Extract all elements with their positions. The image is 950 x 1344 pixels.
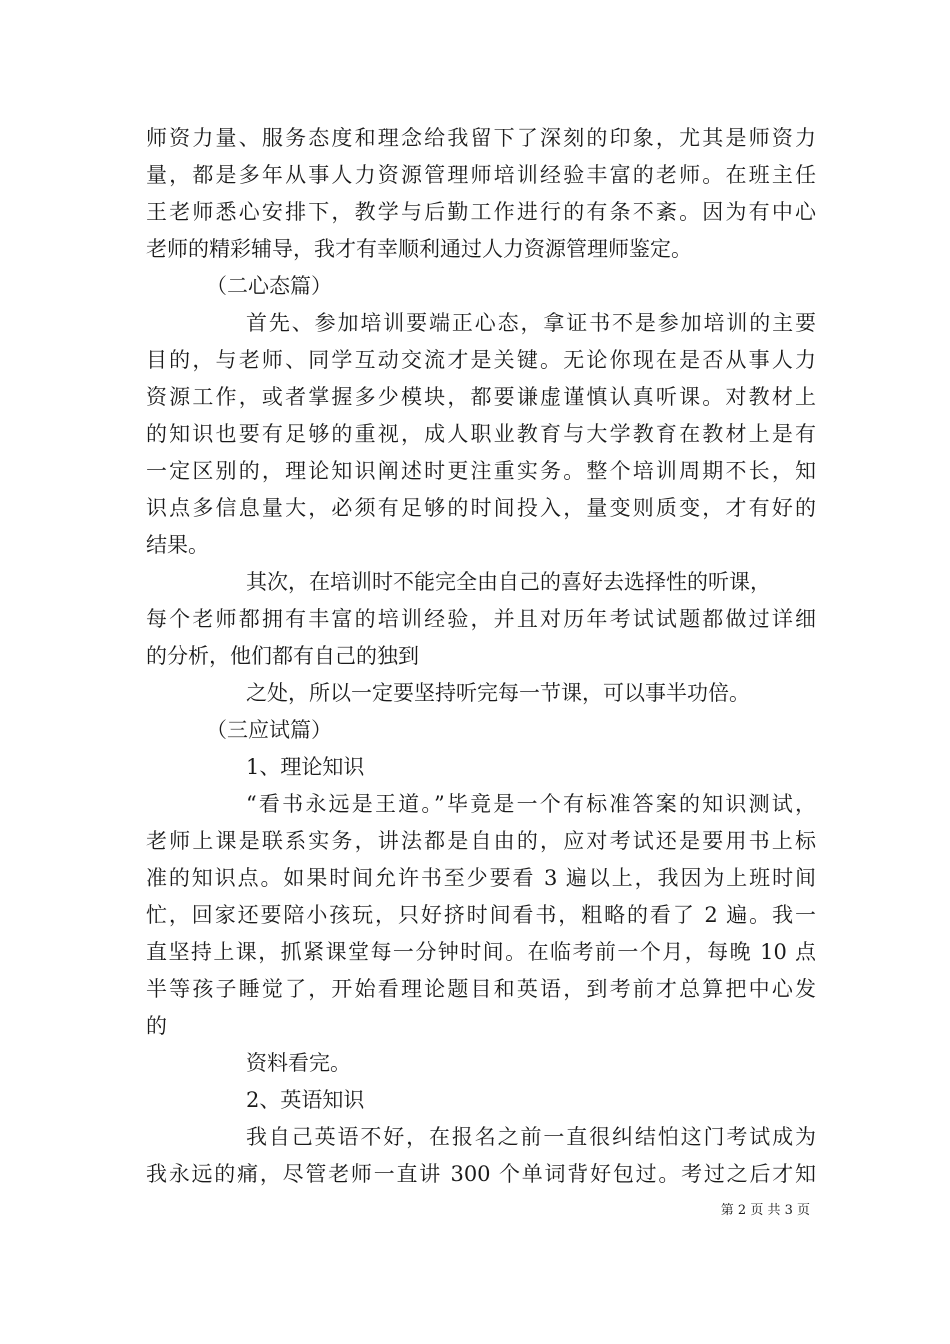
- text-line: 半等孩子睡觉了，开始看理论题目和英语，到考前才总算把中心发: [146, 977, 816, 1001]
- text-line: 忙，回家还要陪小孩玩，只好挤时间看书，粗略的看了 2 遍。我一: [146, 903, 816, 927]
- text-line: 资料看完。: [246, 1051, 351, 1075]
- text-line: 一定区别的，理论知识阐述时更注重实务。整个培训周期不长，知: [146, 459, 816, 483]
- text-line: “看书永远是王道。”毕竟是一个有标准答案的知识测试，: [246, 792, 816, 816]
- text-line: 直坚持上课，抓紧课堂每一分钟时间。在临考前一个月，每晚 10 点: [146, 940, 816, 964]
- text-line: 王老师悉心安排下，教学与后勤工作进行的有条不紊。因为有中心: [146, 200, 816, 224]
- text-line: 我自己英语不好，在报名之前一直很纠结怕这门考试成为: [246, 1125, 816, 1149]
- text-line: 老师的精彩辅导，我才有幸顺利通过人力资源管理师鉴定。: [146, 237, 692, 261]
- text-line: 我永远的痛，尽管老师一直讲 300 个单词背好包过。考过之后才知: [146, 1162, 816, 1186]
- text-line: 的知识也要有足够的重视，成人职业教育与大学教育在教材上是有: [146, 422, 816, 446]
- text-line: 每个老师都拥有丰富的培训经验，并且对历年考试试题都做过详细: [146, 607, 816, 631]
- text-line: 准的知识点。如果时间允许书至少要看 3 遍以上，我因为上班时间: [146, 866, 816, 890]
- text-line: 目的，与老师、同学互动交流才是关键。无论你现在是否从事人力: [146, 348, 816, 372]
- section-heading: （三应试篇）: [206, 718, 332, 742]
- text-line: 师资力量、服务态度和理念给我留下了深刻的印象，尤其是师资力: [146, 126, 816, 150]
- section-heading: （二心态篇）: [206, 274, 332, 298]
- text-line: 老师上课是联系实务，讲法都是自由的，应对考试还是要用书上标: [146, 829, 816, 853]
- text-line: 的分析，他们都有自己的独到: [146, 644, 419, 668]
- text-line: 之处，所以一定要坚持听完每一节课，可以事半功倍。: [246, 681, 750, 705]
- text-line: 的: [146, 1014, 167, 1038]
- text-line: 资源工作，或者掌握多少模块，都要谦虚谨慎认真听课。对教材上: [146, 385, 816, 409]
- subsection-heading: 1、理论知识: [246, 755, 365, 779]
- text-line: 结果。: [146, 533, 209, 557]
- subsection-heading: 2、英语知识: [246, 1088, 365, 1112]
- text-line: 识点多信息量大，必须有足够的时间投入，量变则质变，才有好的: [146, 496, 816, 520]
- page-number: 第 2 页 共 3 页: [720, 1203, 810, 1218]
- text-line: 量，都是多年从事人力资源管理师培训经验丰富的老师。在班主任: [146, 163, 816, 187]
- text-line: 首先、参加培训要端正心态，拿证书不是参加培训的主要: [246, 311, 816, 335]
- text-line: 其次，在培训时不能完全由自己的喜好去选择性的听课，: [246, 570, 771, 594]
